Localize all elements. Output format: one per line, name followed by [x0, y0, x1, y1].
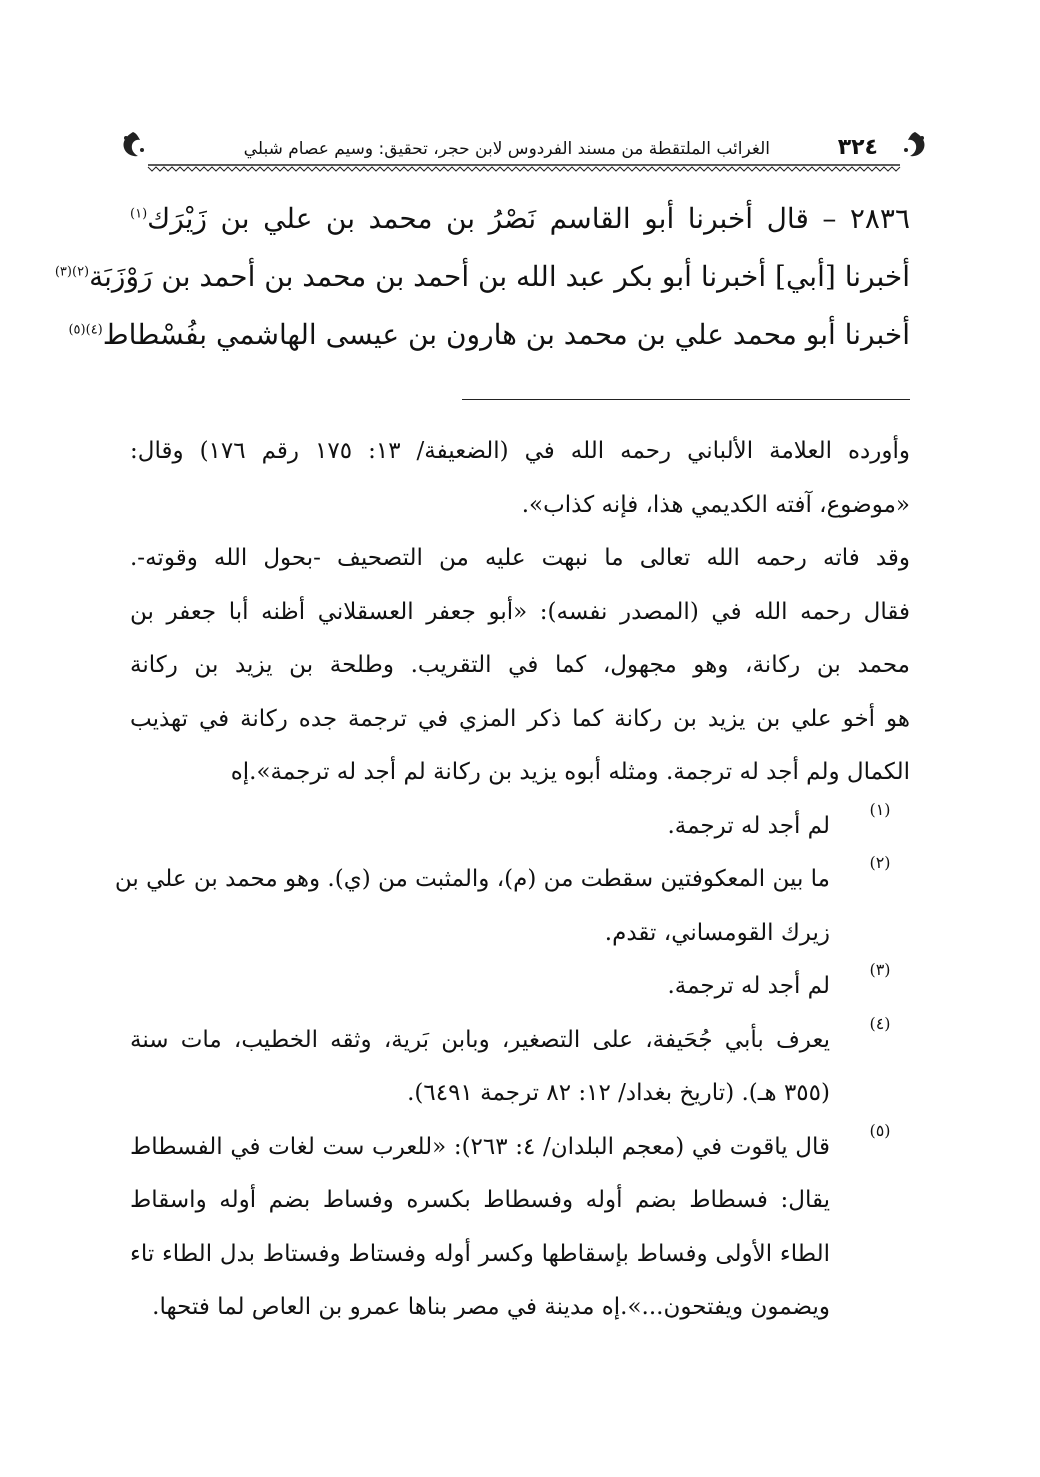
note-continuation-line: محمد بن ركانة، وهو مجهول، كما في التقريب. وطلحة بن يزيد بن ركانة	[130, 652, 910, 678]
footnote-line: زيرك القومساني، تقدم.	[604, 919, 830, 946]
ornament-left-icon	[118, 130, 148, 160]
footnote-line: (٣٥٥ هـ). (تاريخ بغداد/ ١٢: ٨٢ ترجمة ٦٤٩١).	[407, 1080, 830, 1106]
footnote-ref: (٣)	[54, 264, 72, 280]
footnote-ref: (٤)	[85, 322, 103, 338]
page-number: ٣٢٤	[837, 135, 878, 160]
main-line-text: أخبرنا أبو محمد علي بن محمد بن هارون بن عيسى الهاشمي بفُسْطاط	[102, 318, 910, 351]
main-line	[68, 306, 910, 364]
note-continuation-line: وأورده العلامة الألباني رحمه الله في (الضعيفة/ ١٣: ١٧٥ رقم ١٧٦) وقال:	[130, 438, 910, 464]
footnote-ref: (٢)	[71, 264, 90, 280]
footnote-number: (٥)	[869, 1120, 891, 1140]
header-divider	[148, 164, 900, 172]
footnote-line: ما بين المعكوفتين سقطت من (م)، والمثبت من (ي). وهو محمد بن علي بن	[114, 866, 830, 892]
main-text	[54, 190, 910, 364]
footnote-line: لم أجد له ترجمة.	[667, 812, 830, 839]
footnote-line: يقال: فسطاط بضم أوله وفسطاط بكسره وفساط بضم أوله واسقاط	[130, 1187, 830, 1213]
note-continuation-line: فقال رحمه الله في (المصدر نفسه): «أبو جعفر العسقلاني أظنه أبا جعفر بن	[130, 598, 910, 625]
footnote-line: قال ياقوت في (معجم البلدان/ ٤: ٢٦٣): «للعرب ست لغات في الفسطاط	[130, 1133, 830, 1160]
header-title: الغرائب الملتقطة من مسند الفردوس لابن حجر، تحقيق: وسيم عصام شبلي	[243, 139, 770, 159]
main-line	[54, 248, 910, 306]
footnote-ref: (٥)	[68, 322, 86, 338]
footnote-3	[130, 960, 910, 1014]
note-continuation-line: هو أخو علي بن يزيد بن ركانة كما ذكر المزي في ترجمة جده ركانة في تهذيب	[130, 705, 910, 732]
ornament-right-icon	[900, 130, 930, 160]
footnote-number: (٤)	[869, 1013, 891, 1033]
footnote-line: يعرف بأبي جُحَيفة، على التصغير، وبابن بَرية، وثقه الخطيب، مات سنة	[130, 1026, 830, 1053]
footnote-5	[130, 1121, 910, 1335]
footnote-separator	[462, 399, 910, 400]
footnote-number: (٢)	[869, 853, 891, 872]
footnote-ref: (١)	[130, 206, 148, 222]
footnote-number: (١)	[869, 799, 891, 819]
footnote-4	[130, 1014, 910, 1121]
footnote-number: (٣)	[869, 960, 891, 979]
main-line-text: ٢٨٣٦ – قال أخبرنا أبو القاسم نَصْرُ بن محمد بن علي بن زَيْرَك	[147, 202, 910, 235]
note-continuation-line: «موضوع، آفته الكديمي هذا، فإنه كذاب».	[521, 491, 910, 518]
footnote-line: لم أجد له ترجمة.	[667, 973, 830, 999]
footnote-1	[130, 800, 910, 854]
footnotes-section	[114, 425, 910, 1335]
note-continuation-line: وقد فاته رحمه الله تعالى ما نبهت عليه من التصحيف -بحول الله وقوته-.	[130, 545, 910, 571]
main-line-text: أخبرنا [أبي] أخبرنا أبو بكر عبد الله بن أحمد بن محمد بن أحمد بن رَوْزَبَة	[89, 260, 910, 293]
note-continuation-line: الكمال ولم أجد له ترجمة. ومثله أبوه يزيد بن ركانة لم أجد له ترجمة».إه	[230, 759, 910, 785]
main-line	[130, 190, 910, 248]
footnote-line: ويضمون ويفتحون...».إه مدينة في مصر بناها عمرو بن العاص لما فتحها.	[152, 1294, 830, 1320]
page-header	[118, 126, 930, 174]
footnote-2	[114, 853, 910, 960]
footnote-line: الطاء الأولى وفساط بإسقاطها وكسر أوله وفستاط وفستاط بدل الطاء تاء	[130, 1240, 830, 1267]
